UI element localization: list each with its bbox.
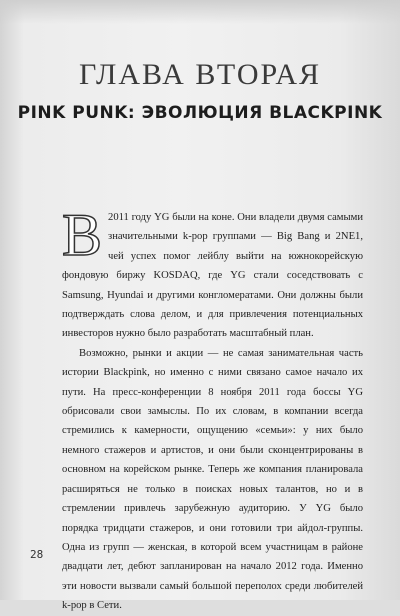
chapter-number-heading: ГЛАВА ВТОРАЯ xyxy=(78,58,322,91)
drop-cap: В xyxy=(62,202,103,268)
body-text xyxy=(62,202,363,616)
paragraph-1-text: 2011 году YG были на коне. Они владели двумя самыми значительными k-pop группами — Big Bang и 2NE1, чей успех помог лейблу выйти на южнокорейскую фондовую биржу KOSDAQ, где YG стали соседствовать с Samsung, Hyundai и другими конгломератами. Они должны были подтверждать слова делом, и для привлечения потенциальных инвесторов нужно было разработать масштабный план. xyxy=(62,212,363,340)
chapter-title: PINK PUNK: ЭВОЛЮЦИЯ BLACKPINK xyxy=(17,103,383,123)
bleed-through-shadow xyxy=(0,0,400,24)
page-number: 28 xyxy=(30,548,44,561)
paragraph-1 xyxy=(62,202,363,344)
paragraph-2: Возможно, рынки и акции — не самая занимательная часть истории Blackpink, но именно с ними связано самое начало их пути. На пресс-конференции 8 ноября 2011 года боссы YG обрисовали свои замыслы. По их словам, в компании всегда стремились к камерности, ощущению «семьи»: у них было немного стажеров и артистов, и они были сконцентрированы в основном на корейском рынке. Теперь же компания планировала расширяться не только в поисках новых талантов, но и в стремлении привлечь зарубежную аудиторию. У YG было порядка тридцати стажеров, и они готовили три айдол-группы. Одна из групп — женская, в которой всем участницам в районе двадцати лет, дебют запланирован на начало 2012 года. Именно эти новости вызвали самый большой переполох среди любителей k-pop в Сети. xyxy=(62,347,363,612)
